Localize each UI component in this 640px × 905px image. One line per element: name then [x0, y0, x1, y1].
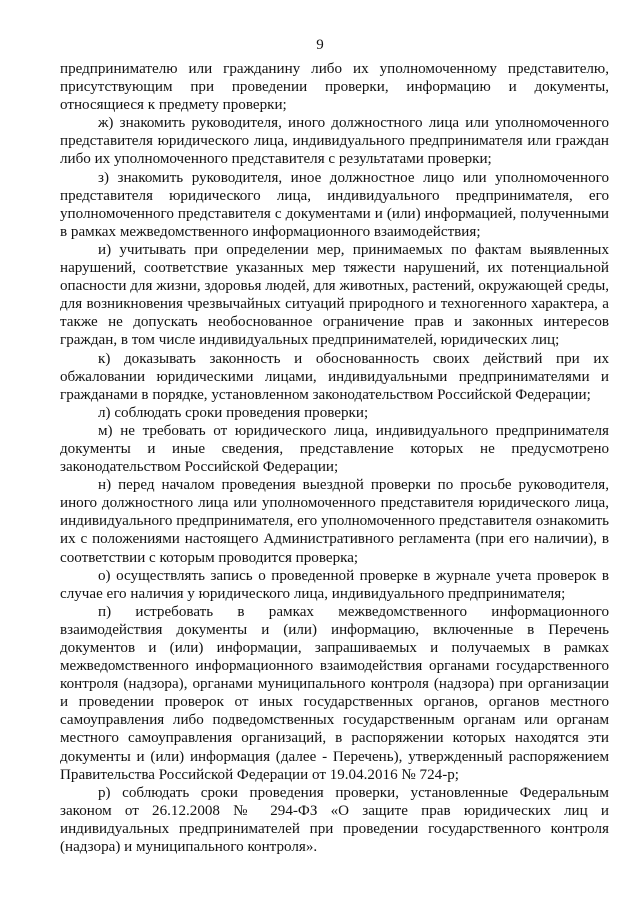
paragraph-item-n: н) перед началом проведения выездной проверки по просьбе руководителя, иного должностного лица или уполномоченного представителя юридического лица, индивидуального предпринимателя, его уполномоченного представителя ознакомить их с положениями настоящего Административного регламента (при его наличии), в соответствии с которым проводится проверка; [60, 477, 609, 566]
page-number: 9 [316, 37, 324, 53]
paragraph-item-l: л) соблюдать сроки проведения проверки; [98, 404, 369, 421]
paragraph-continuation: предпринимателю или гражданину либо их уполномоченному представителю, присутствующим при проведении проверки, информацию и документы, относящиеся к предмету проверки; [60, 61, 609, 114]
paragraph-item-z: з) знакомить руководителя, иное должностное лицо или уполномоченного представителя юридического лица, индивидуального предпринимателя, его уполномоченного представителя с документами и (или) информацией, полученными в рамках межведомственного информационного взаимодействия; [60, 169, 609, 240]
paragraph-item-i: и) учитывать при определении мер, принимаемых по фактам выявленных нарушений, соответствие указанных мер тяжести нарушений, их потенциальной опасности для жизни, здоровья людей, для животных, растений, окружающей среды, для возникновения чрезвычайных ситуаций природного и техногенного характера, а также не допускать необоснованное ограничение прав и законных интересов граждан, в том числе индивидуальных предпринимателей, юридических лиц; [60, 241, 609, 349]
paragraph-item-zh: ж) знакомить руководителя, иного должностного лица или уполномоченного представителя юридического лица, индивидуального предпринимателя или граждан либо их уполномоченного представителя с результатами проверки; [60, 115, 609, 168]
paragraph-item-p: п) истребовать в рамках межведомственного информационного взаимодействия документы и (или) информацию, включенные в Перечень документов и (или) информации, запрашиваемых и получаемых в рамках межведомственного информационного взаимодействия органами государственного контроля (надзора), органами муниципального контроля (надзора) при организации и проведении проверок от иных государственных органов, органов местного самоуправления либо подведомственных государственным органам или органам местного самоуправления организаций, в распоряжении которых находятся эти документы и (или) информация (далее - Перечень), утвержденный распоряжением Правительства Российской Федерации от 19.04.2016 № 724-р; [60, 603, 609, 783]
document-body [60, 60, 609, 856]
paragraph-item-r: р) соблюдать сроки проведения проверки, установленные Федеральным законом от 26.12.2008 № 294-ФЗ «О защите прав юридических лиц и индивидуальных предпринимателей при проведении государственного контроля (надзора) и муниципального контроля». [60, 784, 609, 856]
paragraph-item-m: м) не требовать от юридического лица, индивидуального предпринимателя документы и иные сведения, представление которых не предусмотрено законодательством Российской Федерации; [60, 422, 609, 476]
paragraph-item-k: к) доказывать законность и обоснованность своих действий при их обжаловании юридическими лицами, индивидуальными предпринимателями и гражданами в порядке, установленном законодательством Российской Федерации; [60, 350, 609, 403]
paragraph-item-o: о) осуществлять запись о проведенной проверке в журнале учета проверок в случае его наличия у юридического лица, индивидуального предпринимателя; [60, 567, 609, 602]
